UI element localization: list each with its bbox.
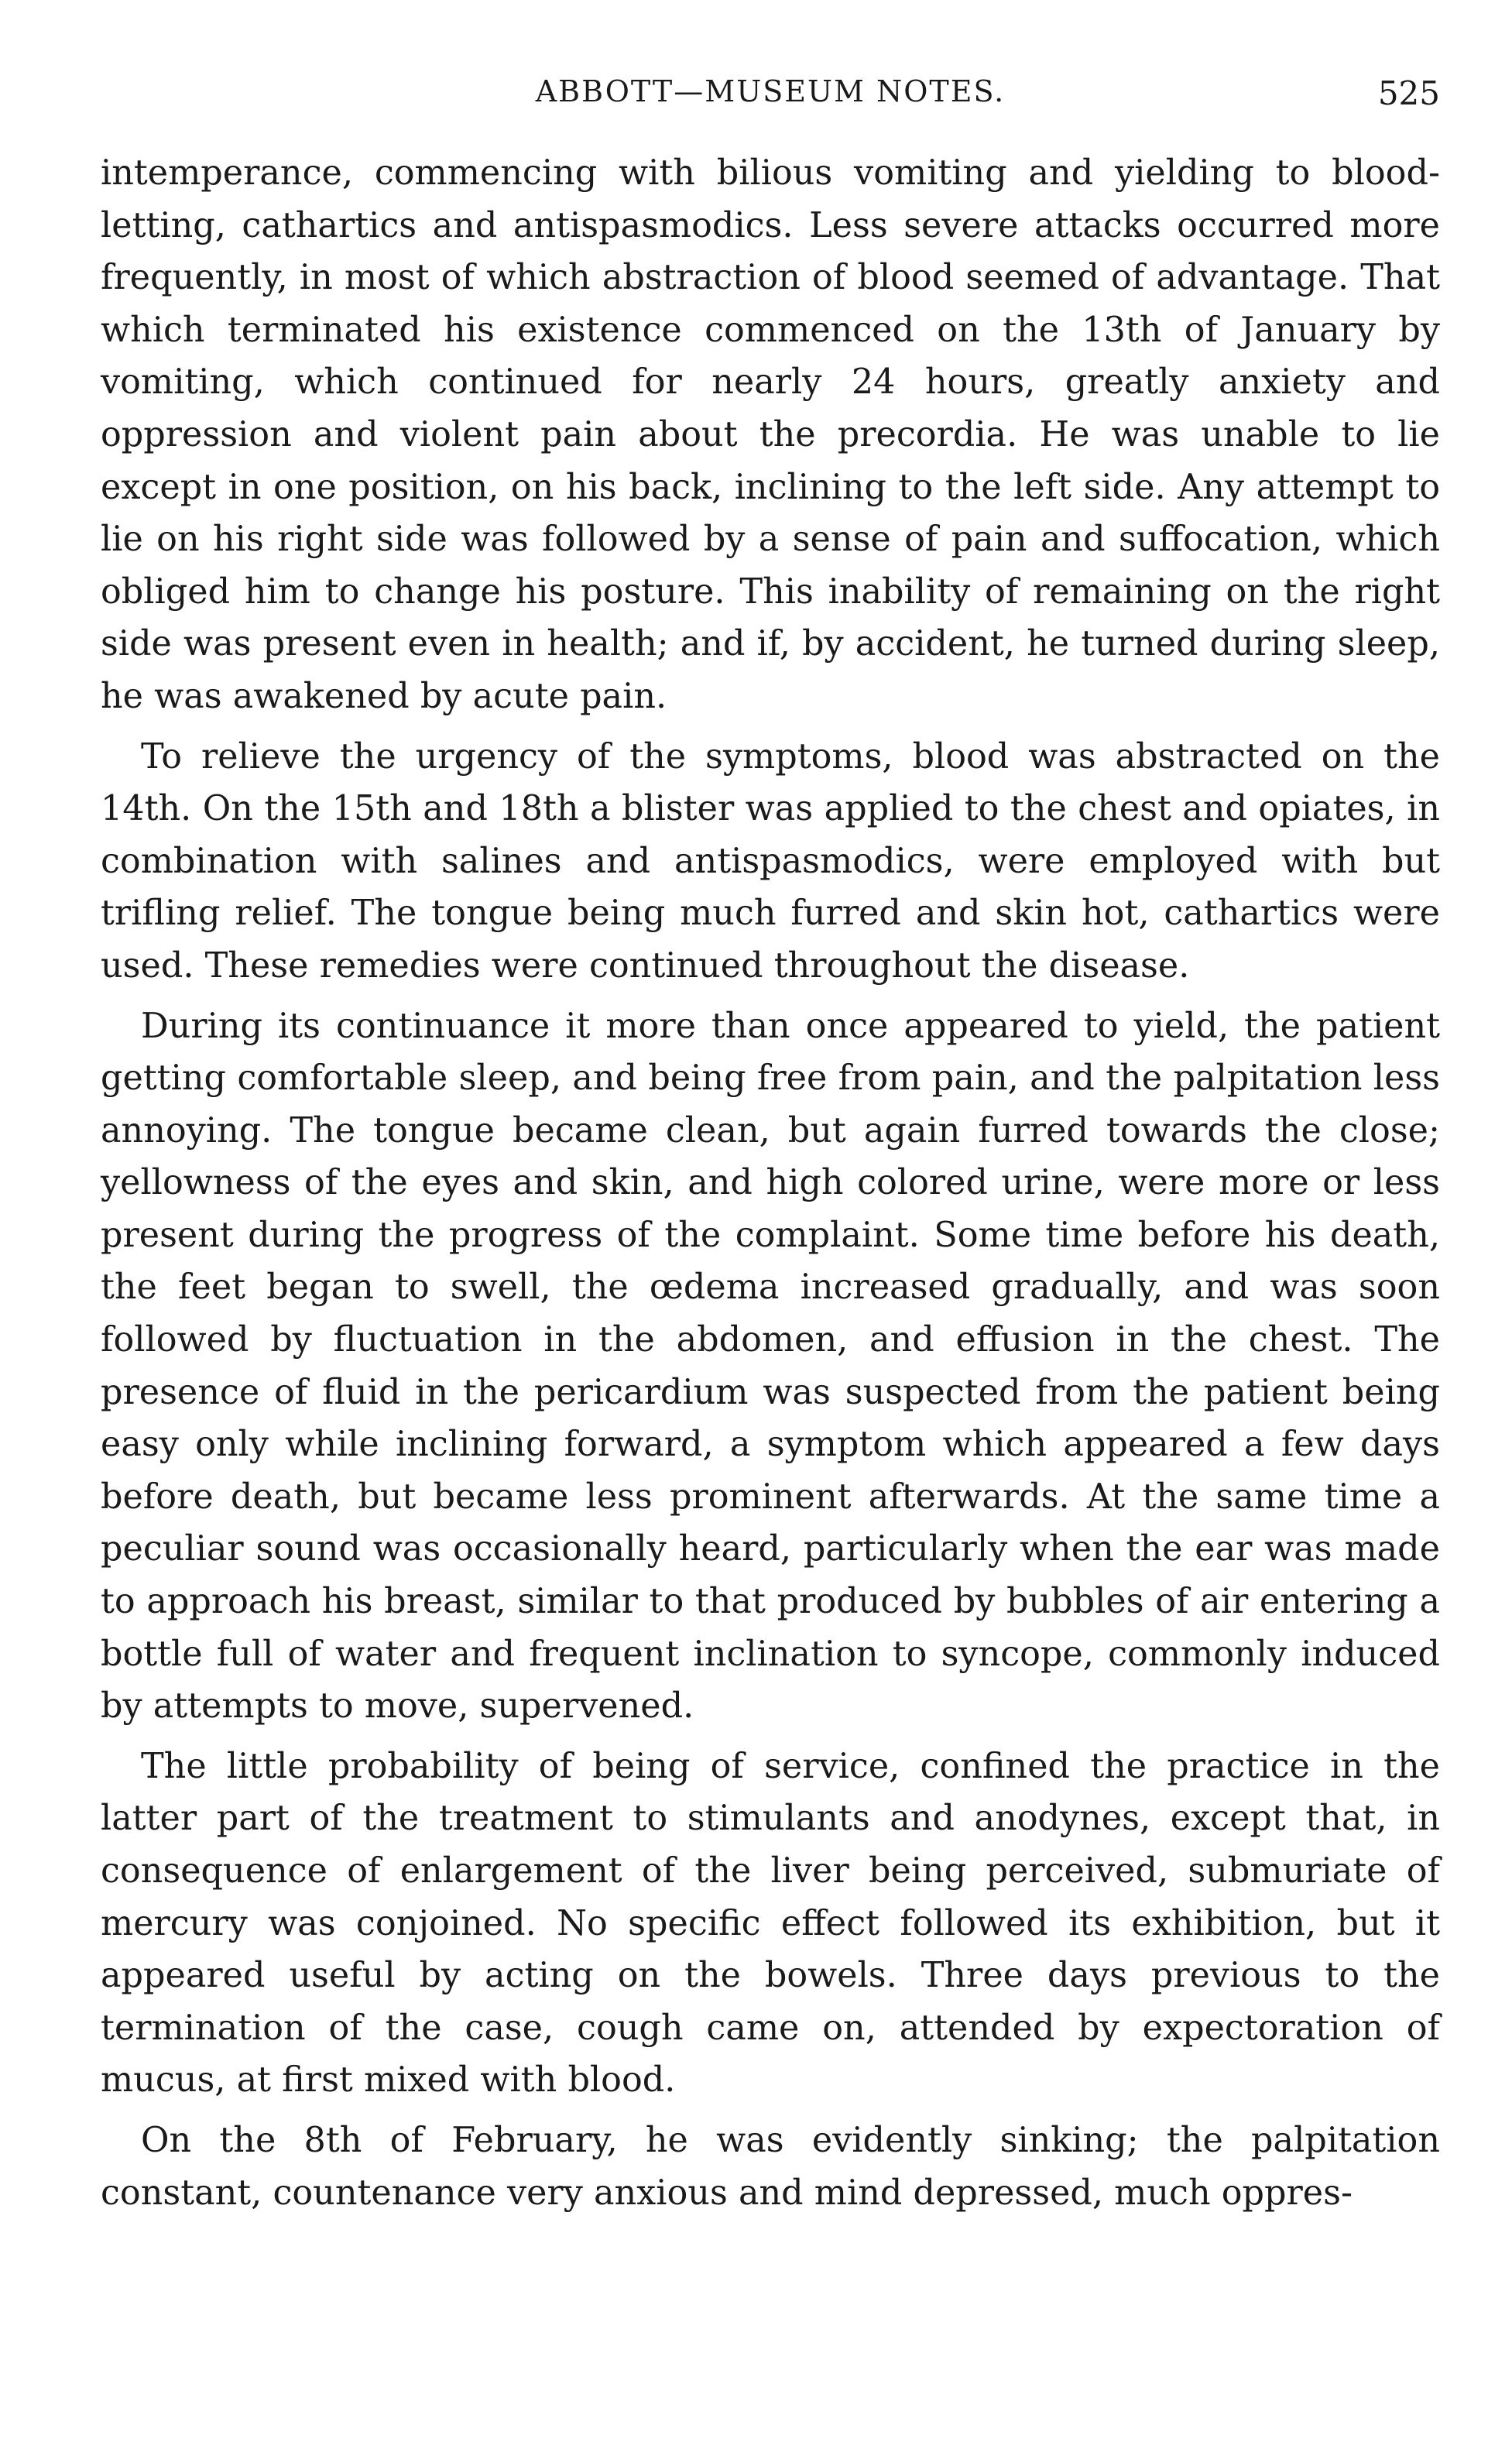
paragraph: To relieve the urgency of the symptoms, blood was abstracted on the 14th. On the 15th and 18th a blister was applied to the chest and opiates, in combination with salines and antispasmodics, were employed with but trifling relief. The tongue being much furred and skin hot, cathartics were used. These remedies were continued throughout the disease. <box>101 736 1440 986</box>
body-text <box>101 147 1440 2219</box>
running-head <box>101 74 1440 121</box>
paragraph-continuation: intemperance, commencing with bilious vomiting and yielding to blood-letting, cathartics and antispasmodics. Less severe attacks occurred more frequently, in most of which abstraction of blood seemed of advantage. That which terminated his existence commenced on the 13th of January by vomiting, which continued for nearly 24 hours, greatly anxiety and oppression and violent pain about the precordia. He was unable to lie except in one position, on his back, inclining to the left side. Any attempt to lie on his right side was followed by a sense of pain and suffocation, which obliged him to change his posture. This inability of remaining on the right side was present even in health; and if, by accident, he turned during sleep, he was awakened by acute pain. <box>101 153 1440 716</box>
paragraph: On the 8th of February, he was evidently sinking; the palpitation constant, countenance very anxious and mind depressed, much oppres- <box>101 2120 1440 2213</box>
page-number: 525 <box>1377 74 1440 112</box>
document-page <box>101 74 1440 2221</box>
paragraph: The little probability of being of service, confined the practice in the latter part of the treatment to stimulants and anodynes, except that, in consequence of enlargement of the liver being perceived, submuriate of mercury was conjoined. No specific effect followed its exhibition, but it appeared useful by acting on the bowels. Three days previous to the termination of the case, cough came on, attended by expectoration of mucus, at first mixed with blood. <box>101 1746 1440 2101</box>
running-title: ABBOTT—MUSEUM NOTES. <box>535 74 1006 108</box>
paragraph: During its continuance it more than once appeared to yield, the patient getting comfortable sleep, and being free from pain, and the palpitation less annoying. The tongue became clean, but again furred towards the close; yellowness of the eyes and skin, and high colored urine, were more or less present during the progress of the complaint. Some time before his death, the feet began to swell, the œdema increased gradually, and was soon followed by fluctuation in the abdomen, and effusion in the chest. The presence of fluid in the pericardium was suspected from the patient being easy only while inclining forward, a symptom which appeared a few days before death, but became less prominent afterwards. At the same time a peculiar sound was occasionally heard, particularly when the ear was made to approach his breast, similar to that produced by bubbles of air entering a bottle full of water and frequent inclination to syncope, commonly induced by attempts to move, supervened. <box>101 1006 1440 1727</box>
